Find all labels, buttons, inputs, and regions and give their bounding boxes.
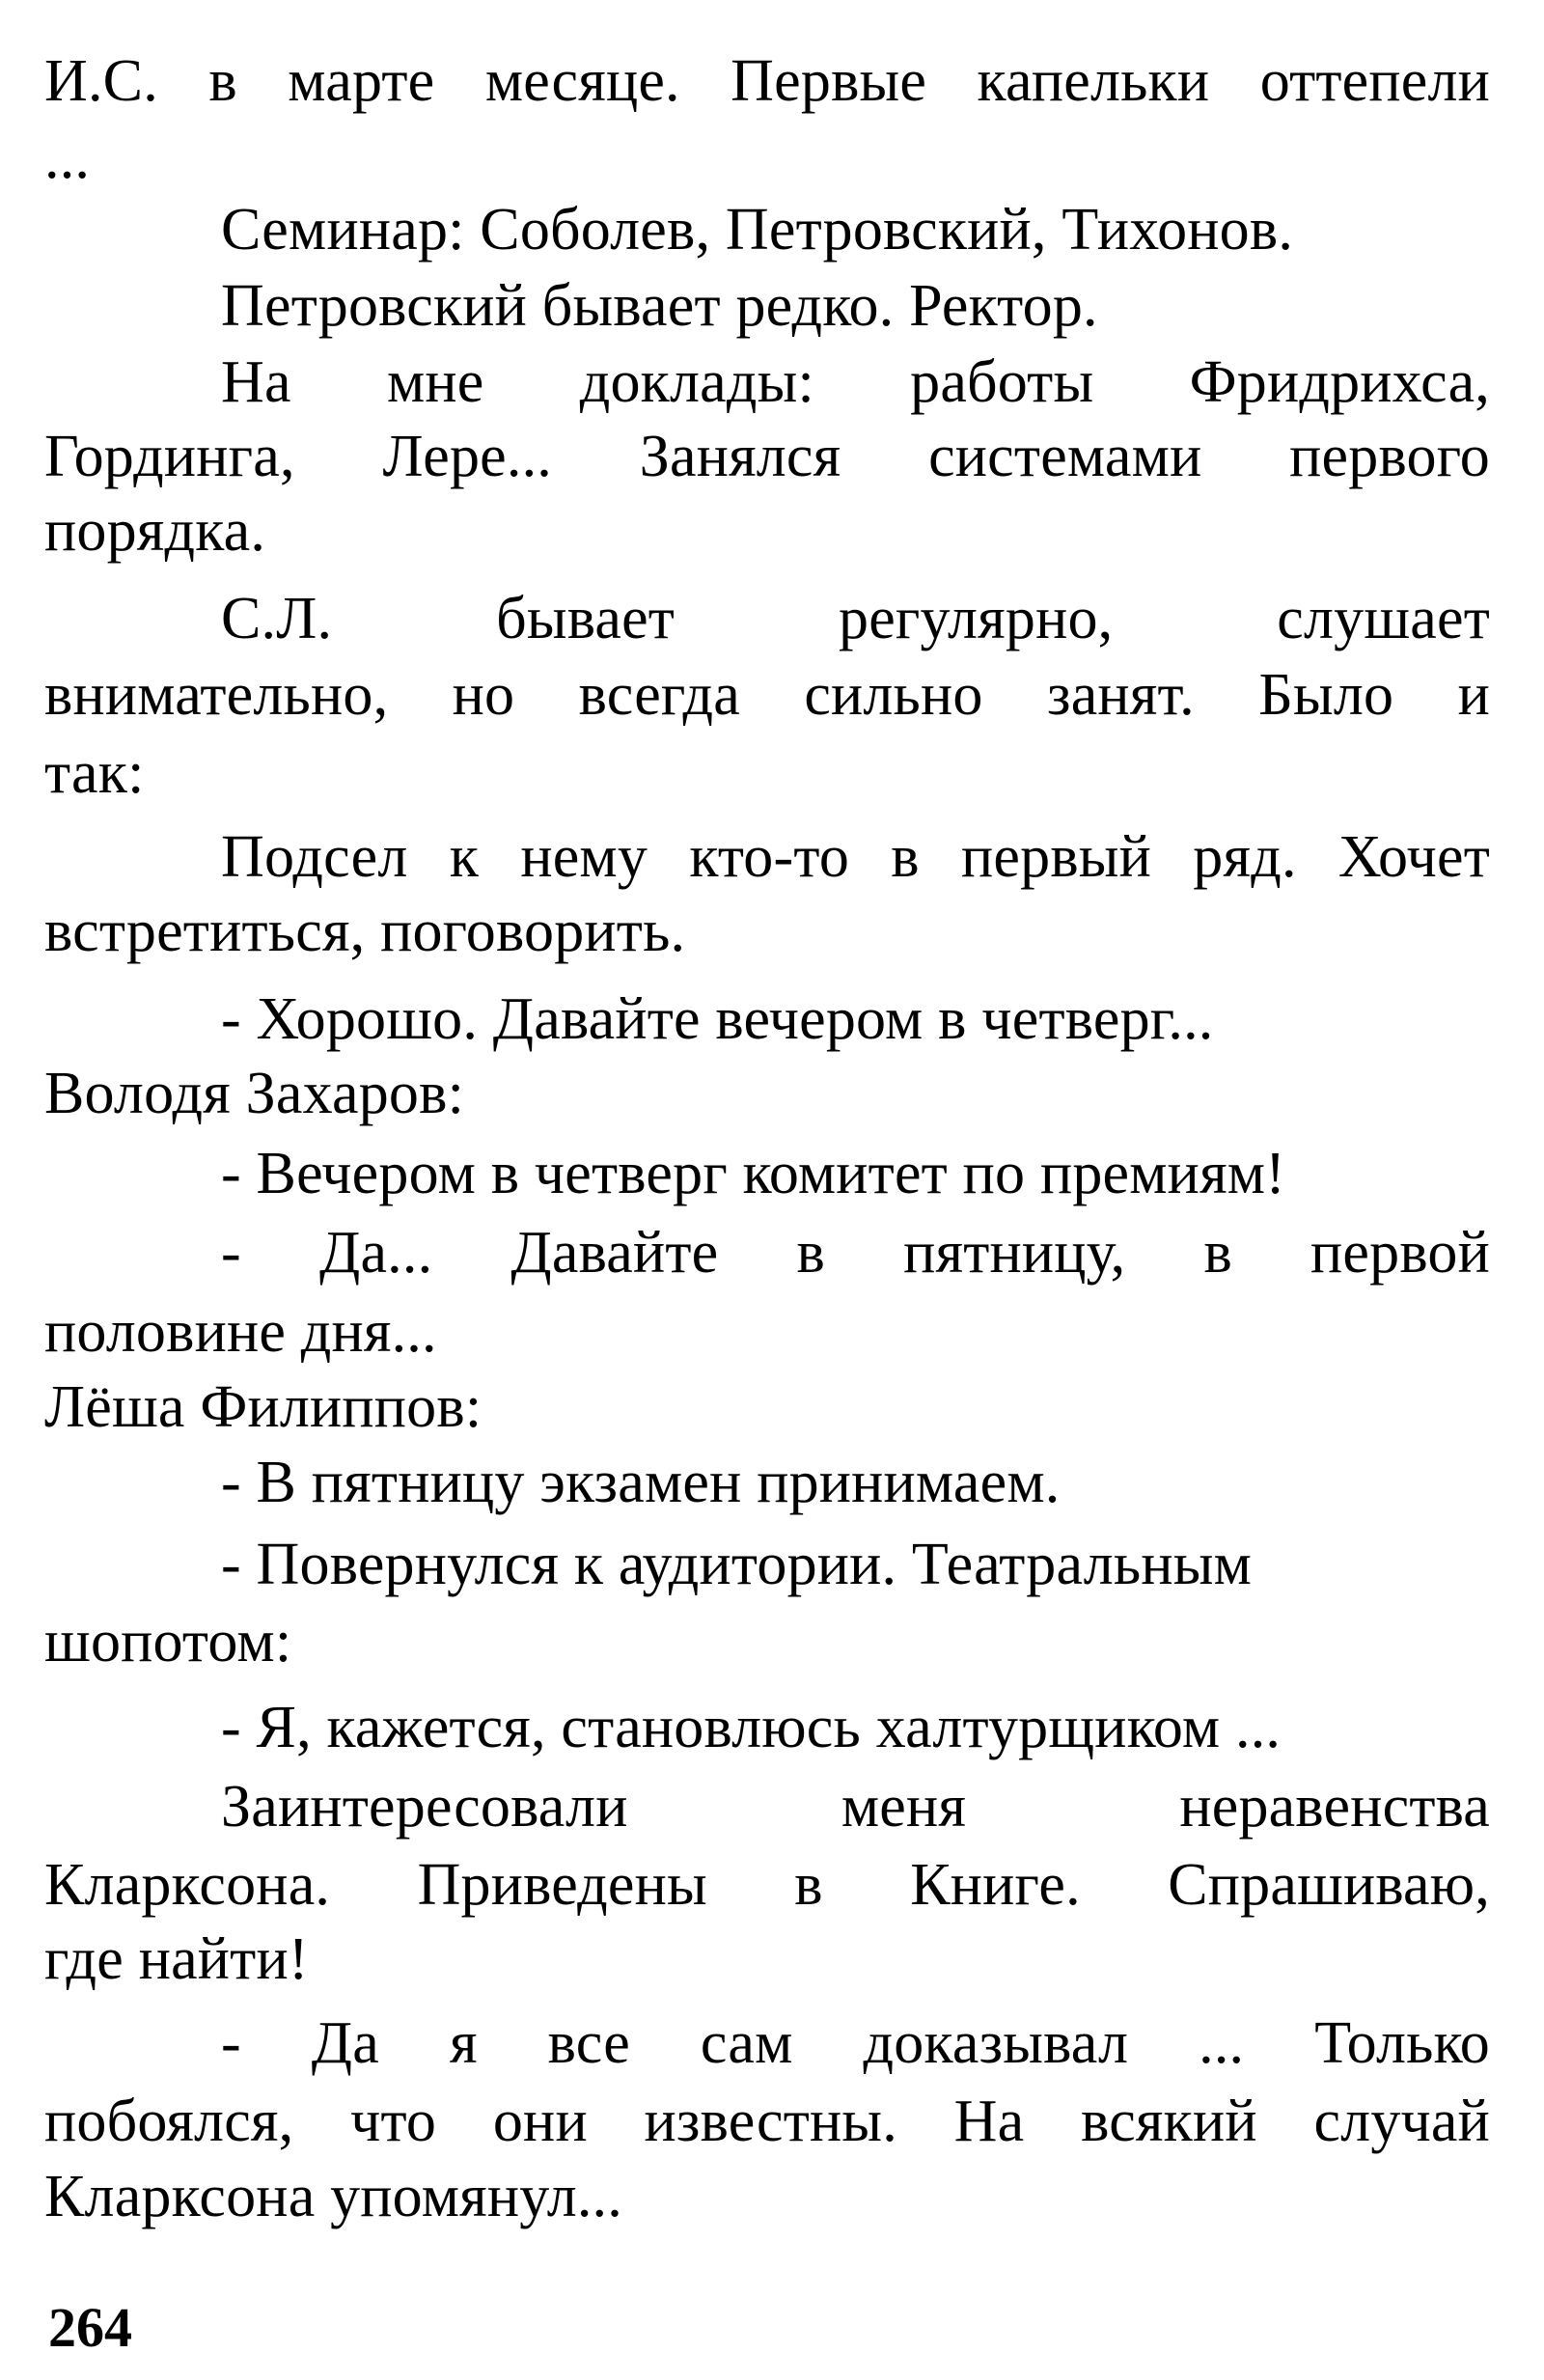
text-line: На мне доклады: работы Фридрихса,: [221, 349, 1490, 415]
text-line: - В пятницу экзамен принимаем.: [221, 1450, 1061, 1515]
text-line: Заинтересовали меня неравенства: [221, 1774, 1490, 1840]
text-line: Подсел к нему кто-то в первый ряд. Хочет: [221, 824, 1490, 890]
text-line: Володя Захаров:: [44, 1061, 465, 1126]
text-line: Лёша Филиппов:: [44, 1374, 482, 1440]
text-line: побоялся, что они известны. На всякий случай: [44, 2089, 1490, 2154]
text-line: Петровский бывает редко. Ректор.: [221, 273, 1098, 339]
page-number: 264: [48, 2296, 132, 2359]
text-line: так:: [44, 740, 145, 806]
text-line: И.С. в марте месяце. Первые капельки оттепели: [44, 48, 1490, 114]
text-line: Семинар: Соболев, Петровский, Тихонов.: [221, 197, 1294, 263]
text-line: порядка.: [44, 498, 266, 564]
text-line: где найти!: [44, 1926, 309, 1992]
text-line: шопотом:: [44, 1609, 292, 1674]
text-line: - Да я все сам доказывал ... Только: [221, 2010, 1490, 2076]
text-line: - Вечером в четверг комитет по премиям!: [221, 1141, 1286, 1206]
text-line: - Я, кажется, становлюсь халтурщиком ...: [221, 1695, 1282, 1760]
text-line: внимательно, но всегда сильно занят. Было и: [44, 662, 1490, 728]
text-line: Гординга, Лере... Занялся системами первого: [44, 424, 1490, 489]
text-line: Кларксона упомянул...: [44, 2164, 622, 2229]
text-line: ...: [44, 125, 91, 191]
text-line: - Да... Давайте в пятницу, в первой: [221, 1220, 1490, 1286]
text-line: половине дня...: [44, 1299, 437, 1365]
text-line: встретиться, поговорить.: [44, 899, 686, 964]
text-line: С.Л. бывает регулярно, слушает: [221, 586, 1490, 651]
text-line: Кларксона. Приведены в Книге. Спрашиваю,: [44, 1852, 1490, 1918]
text-line: - Хорошо. Давайте вечером в четверг...: [221, 986, 1214, 1052]
text-line: - Повернулся к аудитории. Театральным: [221, 1532, 1253, 1597]
